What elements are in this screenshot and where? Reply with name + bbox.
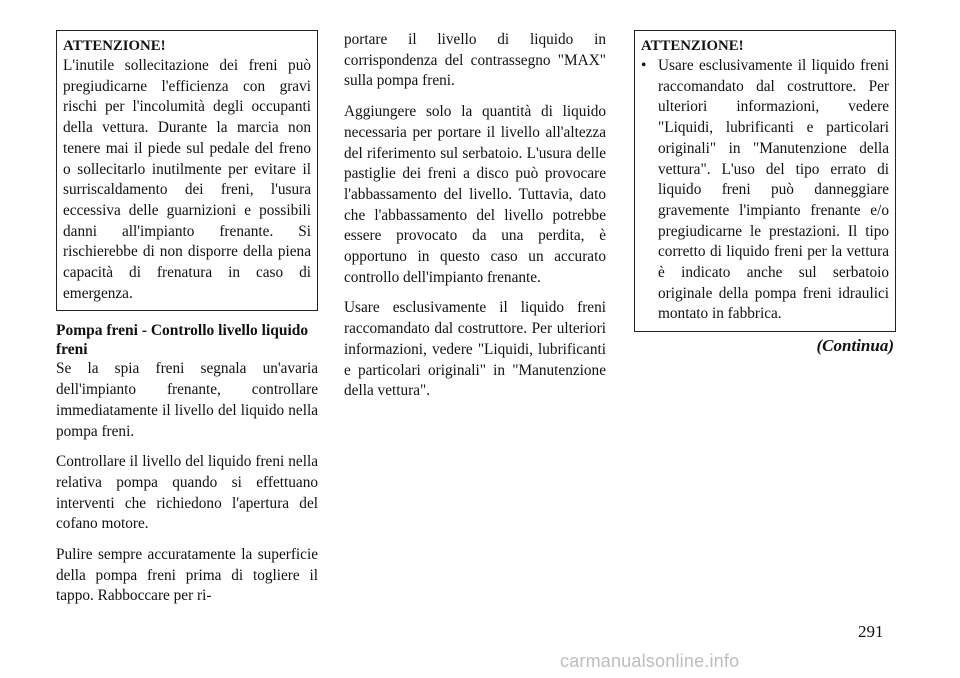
warning-text: L'inutile sollecitazione dei freni può pregiudicarne l'efficienza con gravi rischi per l'incolumità degli occupanti della vettura. Durante la marcia non tenere mai il piede sul pedale del freno o sollecitarlo inutilmente per evitare il surriscaldamento dei freni, l'usura eccessiva delle guarnizioni e possibili danni all'impianto frenante. Si rischierebbe di non disporre della piena capacità di frenatura in caso di emergenza. [63, 57, 311, 302]
paragraph: Se la spia freni segnala un'avaria dell'impianto frenante, controllare immediatamente il livello del liquido nella pompa freni. [56, 360, 318, 440]
watermark: carmanualsonline.info [560, 651, 740, 671]
paragraph: Aggiungere solo la quantità di liquido necessaria per portare il livello all'altezza del riferimento sul serbatoio. L'usura delle pastiglie dei freni a disco può provocare l'abbassamento del livello. Tuttavia, dato che l'abbassamento del livello potrebbe essere provocato da una perdita, è opportuno in questo caso un accurato controllo dell'impianto frenante. [344, 103, 606, 286]
paragraph: Pulire sempre accuratamente la superficie della pompa freni prima di togliere il tappo. Rabboccare per ri- [56, 546, 318, 605]
page-number: 291 [858, 622, 884, 641]
list-item-text: Usare esclusivamente il liquido freni raccomandato dal costruttore. Per ulteriori informazioni, vedere "Liquidi, lubrificanti e particolari originali" in "Manutenzione della vettura". L'uso del tipo errato di liquido freni può danneggiare gravemente l'impianto frenante e/o pregiudicarne le prestazioni. Il tipo corretto di liquido freni per la vettura è indicato anche sul serbatoio originale della pompa freni idraulici montato in fabbrica. [658, 57, 889, 323]
warning-box [634, 30, 896, 332]
warning-title: ATTENZIONE! [641, 38, 744, 54]
continued-label: (Continua) [816, 336, 894, 356]
warning-list [641, 56, 889, 325]
column-right [634, 30, 896, 357]
section-heading: Pompa freni - Controllo livello liquido freni [56, 322, 309, 359]
bullet-icon: • [641, 57, 647, 74]
column-left [56, 30, 318, 617]
warning-title: ATTENZIONE! [63, 38, 166, 54]
paragraph: portare il livello di liquido in corrispondenza del contrassegno "MAX" sulla pompa freni. [344, 31, 606, 90]
list-item [641, 56, 889, 325]
warning-box [56, 30, 318, 311]
paragraph: Usare esclusivamente il liquido freni raccomandato dal costruttore. Per ulteriori informazioni, vedere "Liquidi, lubrificanti e particolari originali" in "Manutenzione della vettura". [344, 299, 606, 400]
column-middle [344, 30, 606, 412]
paragraph: Controllare il livello del liquido freni nella relativa pompa quando si effettuano interventi che richiedono l'apertura del cofano motore. [56, 453, 318, 533]
